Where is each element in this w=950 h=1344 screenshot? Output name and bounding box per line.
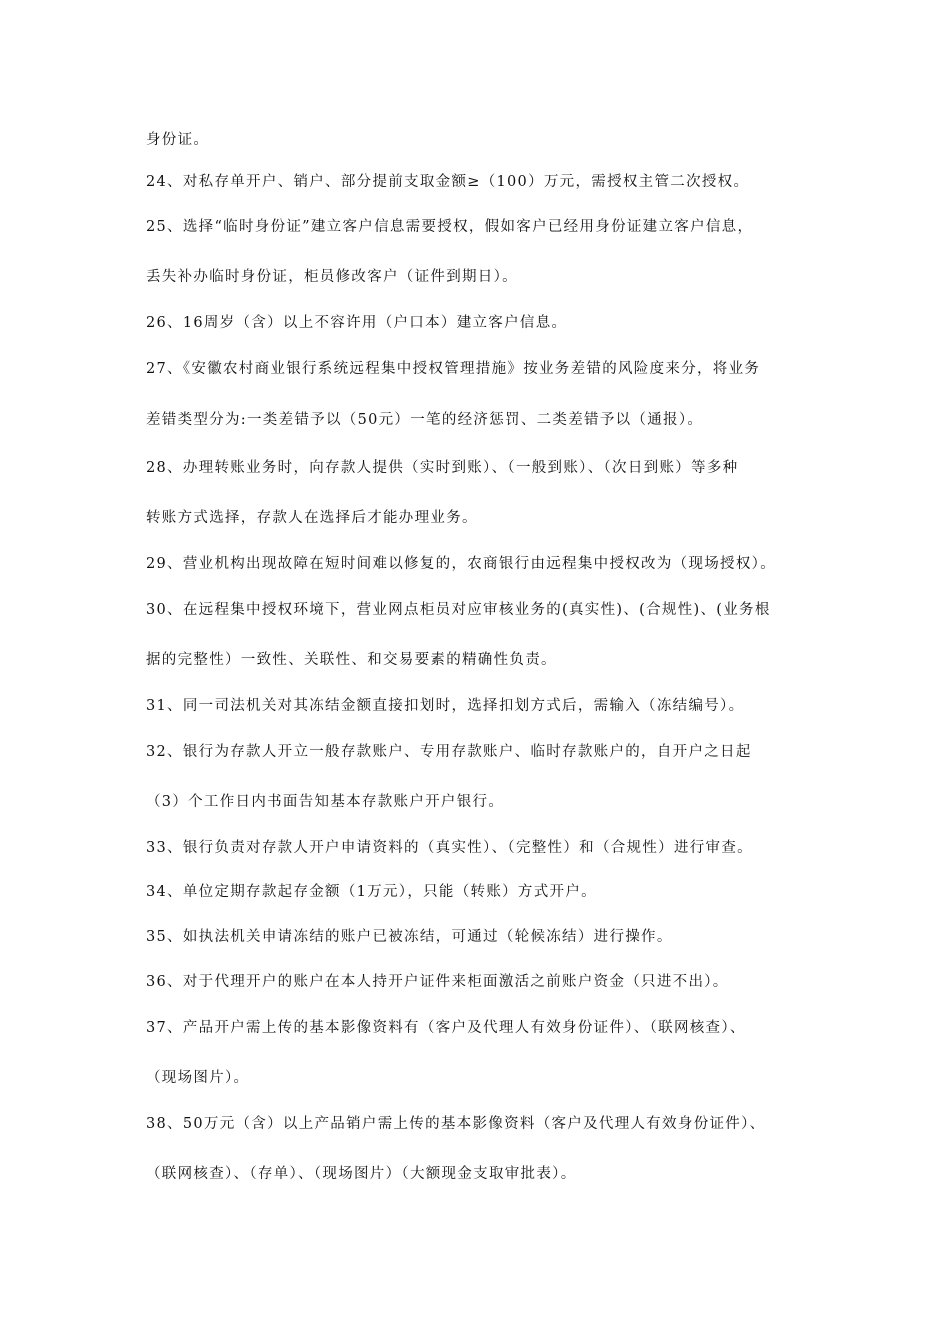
text-line: 转账方式选择，存款人在选择后才能办理业务。 (146, 510, 478, 526)
text-line: 36、对于代理开户的账户在本人持开户证件来柜面激活之前账户资金（只进不出）。 (146, 974, 729, 990)
text-line: 26、16周岁（含）以上不容许用（户口本）建立客户信息。 (146, 315, 568, 331)
text-line: 37、产品开户需上传的基本影像资料有（客户及代理人有效身份证件）、（联网核查）、 (146, 1020, 746, 1036)
text-line: 丢失补办临时身份证，柜员修改客户（证件到期日）。 (146, 269, 518, 285)
text-line: 据的完整性）一致性、关联性、和交易要素的精确性负责。 (146, 652, 557, 668)
text-line: 24、对私存单开户、销户、部分提前支取金额≥（100）万元，需授权主管二次授权。 (146, 174, 750, 190)
text-line: 35、如执法机关申请冻结的账户已被冻结，可通过（轮候冻结）进行操作。 (146, 929, 673, 945)
text-line: 30、在远程集中授权环境下，营业网点柜员对应审核业务的(真实性)、(合规性)、(业务根 (146, 602, 771, 618)
text-line: （联网核查）、（存单）、（现场图片）（大额现金支取审批表）。 (146, 1166, 577, 1182)
text-line: 25、选择“临时身份证”建立客户信息需要授权，假如客户已经用身份证建立客户信息， (146, 219, 754, 235)
text-line: 31、同一司法机关对其冻结金额直接扣划时，选择扣划方式后，需输入（冻结编号）。 (146, 698, 745, 714)
text-line: 33、银行负责对存款人开户申请资料的（真实性）、（完整性）和（合规性）进行审查。 (146, 840, 753, 856)
text-line: 差错类型分为:一类差错予以（50元）一笔的经济惩罚、二类差错予以（通报）。 (146, 412, 704, 428)
text-line: （现场图片）。 (146, 1070, 250, 1086)
text-line: 身份证。 (146, 132, 210, 148)
text-line: 27、《安徽农村商业银行系统远程集中授权管理措施》按业务差错的风险度来分，将业务 (146, 361, 761, 377)
text-line: 29、营业机构出现故障在短时间难以修复的，农商银行由远程集中授权改为（现场授权）。 (146, 556, 776, 572)
text-line: 34、单位定期存款起存金额（1万元），只能（转账）方式开户。 (146, 884, 597, 900)
text-line: 32、银行为存款人开立一般存款账户、专用存款账户、临时存款账户的，自开户之日起 (146, 744, 752, 760)
text-line: 28、办理转账业务时，向存款人提供（实时到账）、（一般到账）、（次日到账）等多种 (146, 460, 739, 476)
text-line: （3）个工作日内书面告知基本存款账户开户银行。 (146, 794, 505, 810)
text-line: 38、50万元（含）以上产品销户需上传的基本影像资料（客户及代理人有效身份证件）、 (146, 1116, 766, 1132)
